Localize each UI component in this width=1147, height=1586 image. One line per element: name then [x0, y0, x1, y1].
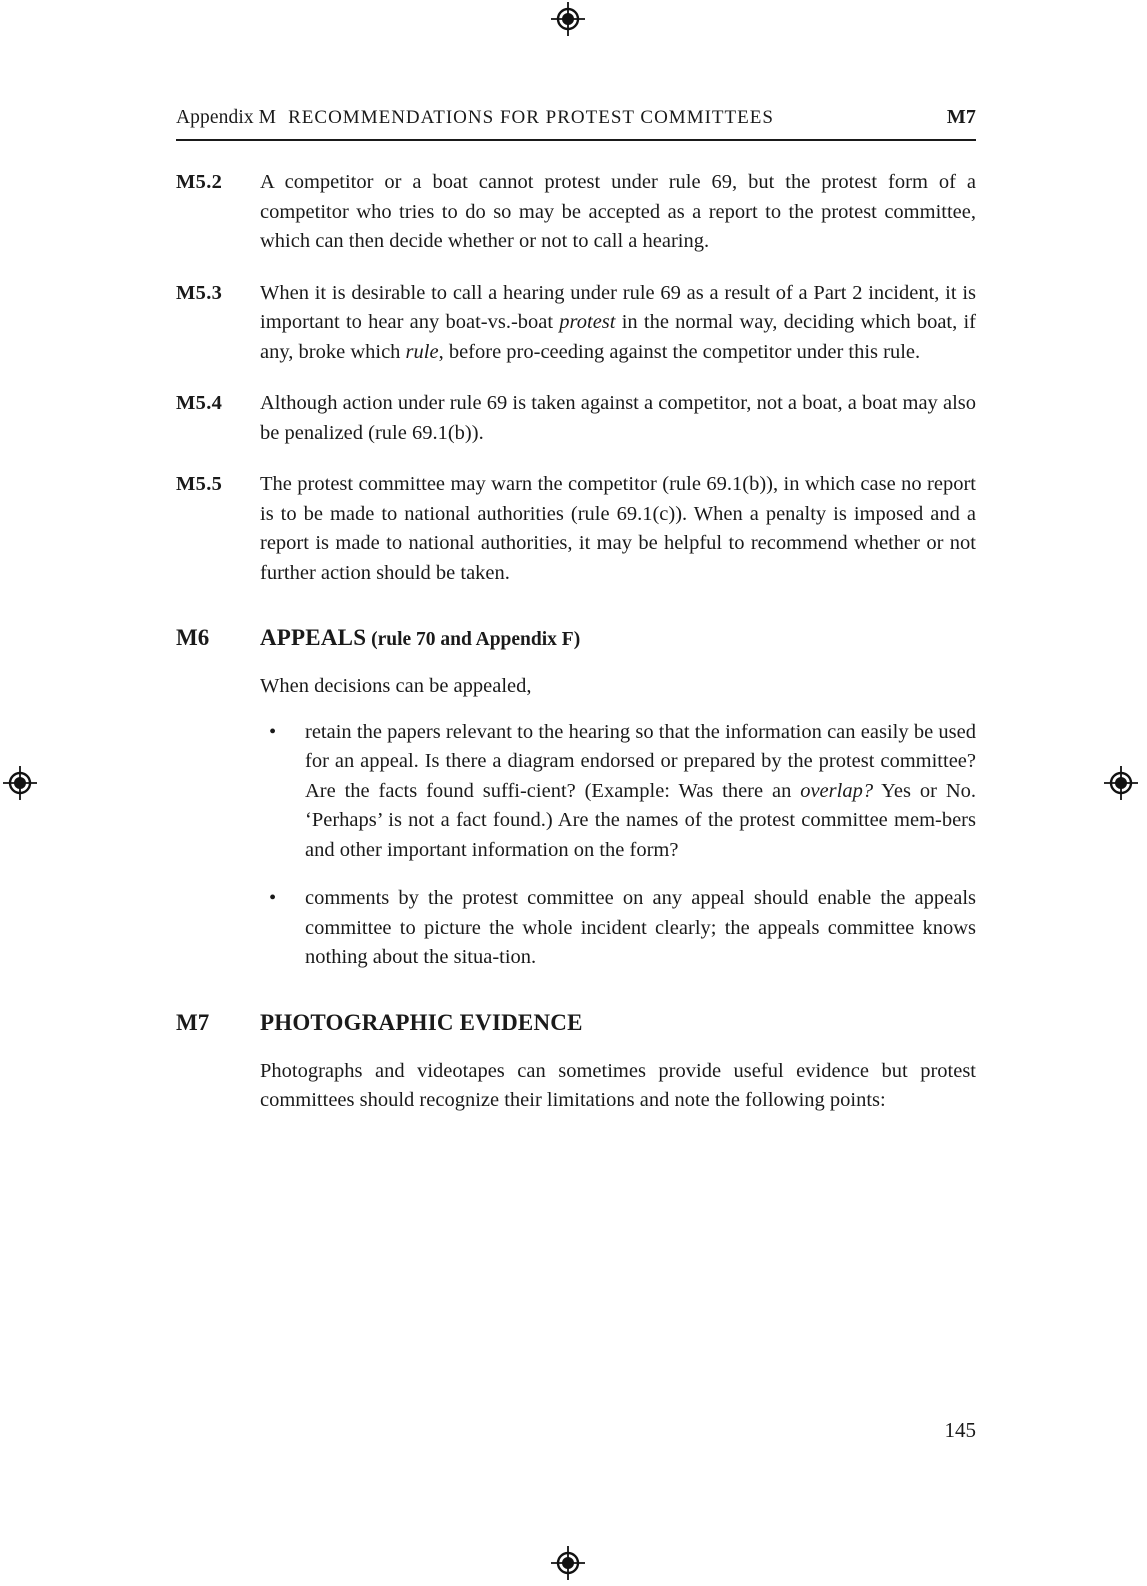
- registration-mark-icon: [1104, 766, 1138, 800]
- section-title-main: APPEALS: [260, 625, 367, 650]
- registration-mark-icon: [3, 766, 37, 800]
- section-number: M7: [176, 1009, 210, 1035]
- list-item-text: retain the papers relevant to the hearing so that the information can easily be used for an appeal. Is there a diagram endorsed or prepared by the protest committee? Are the facts found suffi-cient? (Example: Was there an overlap? Yes or No. ‘Perhaps’ is not a fact found.) Are the names of the protest committee mem-bers and other important information on the form?: [305, 720, 977, 861]
- clause-number: M5.5: [176, 473, 223, 495]
- clause-m5-5: [176, 470, 976, 588]
- clause-m5-3: [176, 279, 976, 368]
- section-title-main: PHOTOGRAPHIC EVIDENCE: [260, 1009, 583, 1035]
- clause-text: When it is desirable to call a hearing under rule 69 as a result of a Part 2 incident, it is important to hear any boat-vs.-boat protest in the normal way, deciding which boat, if any, broke which rule, before pro-ceeding against the competitor under this rule.: [260, 281, 976, 363]
- running-head-section-marker: M7: [946, 106, 976, 128]
- clause-number: M5.2: [176, 171, 223, 193]
- section-lead-text: When decisions can be appealed,: [260, 675, 532, 697]
- clause-number: M5.3: [176, 281, 223, 304]
- clause-m5-4: [176, 389, 976, 448]
- clause-text: Although action under rule 69 is taken against a competitor, not a boat, a boat may also be penalized (rule 69.1(b)).: [260, 392, 976, 444]
- clause-text: The protest committee may warn the competitor (rule 69.1(b)), in which case no report is to be made to national authorities (rule 69.1(c)). When a penalty is imposed and a report is made to national authorities, it may be helpful to recommend whether or not further action should be taken.: [260, 473, 976, 584]
- bullet-icon: •: [269, 720, 277, 743]
- clause-number: M5.4: [176, 392, 223, 414]
- page-content: [176, 106, 976, 1116]
- running-head-rule: [176, 139, 976, 141]
- section-title: [260, 1007, 976, 1040]
- list-item: [260, 884, 976, 973]
- section-paragraph: Photographs and videotapes can sometimes provide useful evidence but protest committees should recognize their limitations and note the following points:: [260, 1059, 976, 1111]
- bullet-icon: •: [269, 887, 277, 909]
- registration-mark-icon: [551, 2, 585, 36]
- running-head-left: [176, 107, 774, 129]
- running-head: [176, 106, 976, 139]
- section-title-sub: (rule 70 and Appendix F): [366, 629, 581, 650]
- registration-mark-icon: [551, 1546, 585, 1580]
- section-heading-m6: [176, 622, 976, 655]
- clause-m5-2: [176, 168, 976, 257]
- section-heading-m7: [176, 1007, 976, 1040]
- running-head-appendix: Appendix M: [176, 107, 277, 128]
- appeal-bullet-list: [176, 718, 976, 973]
- running-head-title: RECOMMENDATIONS FOR PROTEST COMMITTEES: [288, 107, 774, 128]
- list-item: [260, 718, 976, 866]
- section-number: M6: [176, 625, 210, 650]
- page-number: 145: [944, 1418, 976, 1442]
- clause-text: A competitor or a boat cannot protest under rule 69, but the protest form of a competitor who tries to do so may be accepted as a report to the protest committee, which can then decide whether or not to call a hearing.: [260, 171, 976, 252]
- list-item-text: comments by the protest committee on any appeal should enable the appeals committee to picture the whole incident clearly; the appeals committee knows nothing about the situa-tion.: [305, 887, 976, 968]
- section-title: [260, 622, 976, 655]
